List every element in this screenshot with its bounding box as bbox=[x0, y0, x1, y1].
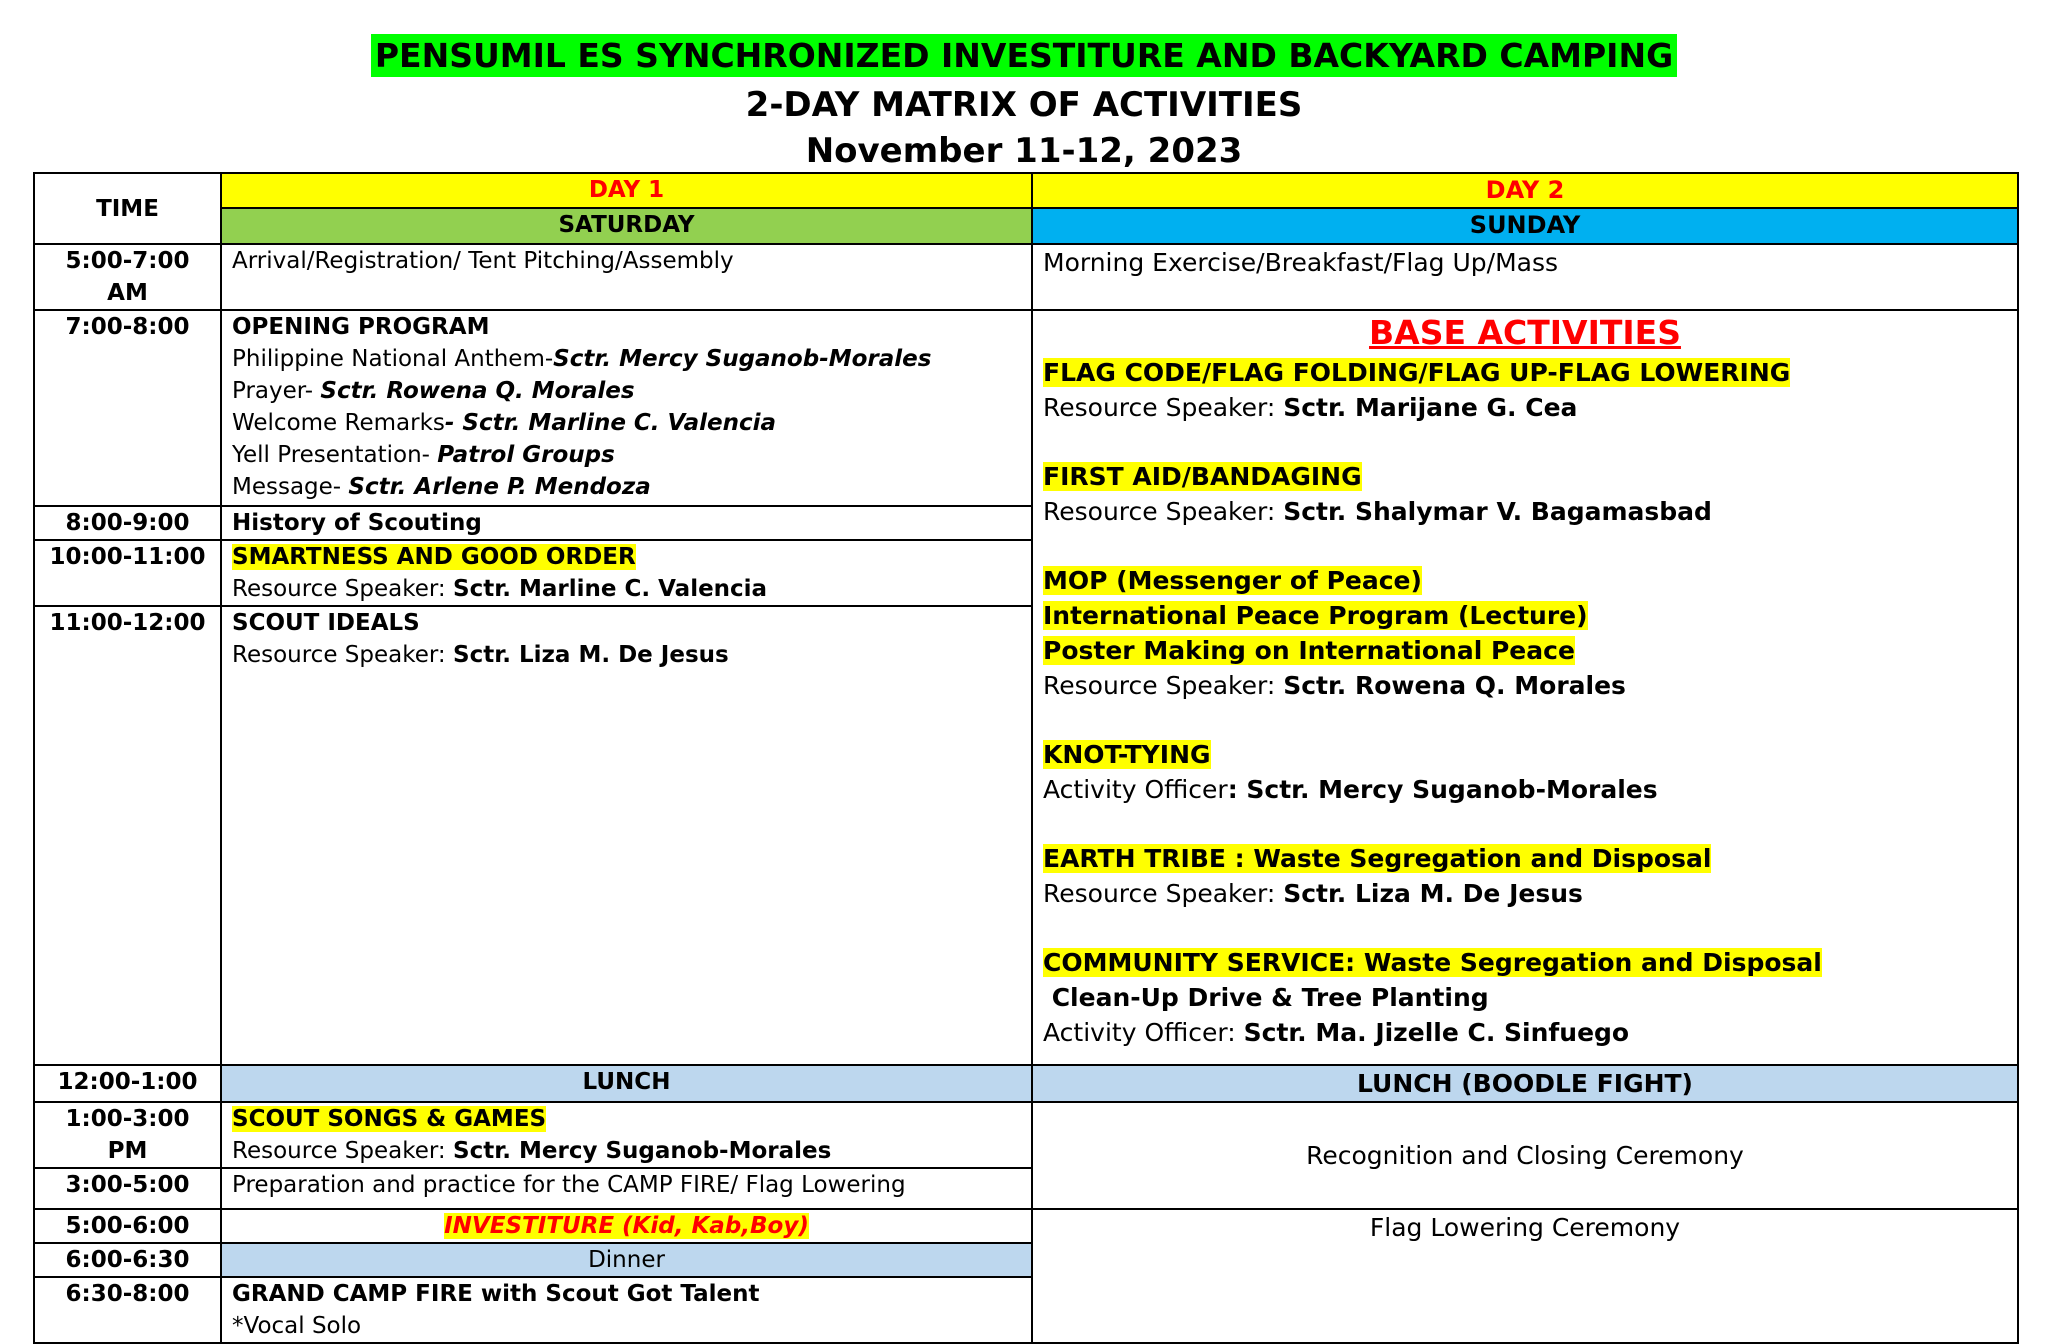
speaker-name: Sctr. Rowena Q. Morales bbox=[1283, 671, 1626, 700]
activity-cell bbox=[221, 1102, 1032, 1168]
day1-header: DAY 1 bbox=[221, 173, 1032, 208]
program-item-label: Welcome Remarks bbox=[232, 410, 445, 436]
speaker-label: Resource Speaker: bbox=[1043, 393, 1284, 422]
table-row bbox=[34, 244, 2018, 310]
speaker-label: Resource Speaker: bbox=[232, 1138, 453, 1164]
table-row bbox=[34, 310, 2018, 506]
activity-cell bbox=[221, 540, 1032, 606]
activity-cell: Arrival/Registration/ Tent Pitching/Assembly bbox=[221, 244, 1032, 310]
activity-title: GRAND CAMP FIRE with Scout Got Talent bbox=[232, 1281, 760, 1307]
officer-name: : Sctr. Mercy Suganob-Morales bbox=[1227, 775, 1658, 804]
program-item-person: Patrol Groups bbox=[437, 442, 615, 468]
base-activity-title: EARTH TRIBE : Waste Segregation and Disposal bbox=[1043, 844, 1712, 873]
base-activity-title: COMMUNITY SERVICE: Waste Segregation and Disposal bbox=[1043, 948, 1822, 977]
table-row bbox=[34, 1102, 2018, 1168]
program-item-label: Prayer- bbox=[232, 378, 321, 404]
weekday-header-row bbox=[34, 208, 2018, 244]
day2-header: DAY 2 bbox=[1032, 173, 2018, 208]
document-title: PENSUMIL ES SYNCHRONIZED INVESTITURE AND BACKYARD CAMPING bbox=[0, 34, 2048, 77]
base-activity-title: FIRST AID/BANDAGING bbox=[1043, 462, 1362, 491]
speaker-label: Resource Speaker: bbox=[1043, 497, 1284, 526]
time-cell: 10:00-11:00 bbox=[34, 540, 221, 606]
program-item-person: - Sctr. Marline C. Valencia bbox=[444, 410, 776, 436]
speaker-name: Sctr. Liza M. De Jesus bbox=[1283, 879, 1583, 908]
base-activity-title: MOP (Messenger of Peace) bbox=[1043, 566, 1422, 595]
program-item bbox=[232, 439, 1021, 471]
base-activity-title: Poster Making on International Peace bbox=[1043, 636, 1575, 665]
base-activity-title: FLAG CODE/FLAG FOLDING/FLAG UP-FLAG LOWERING bbox=[1043, 358, 1791, 387]
program-item-label: Philippine National Anthem- bbox=[232, 346, 554, 372]
activity-cell bbox=[221, 1277, 1032, 1343]
program-item-person: Sctr. Arlene P. Mendoza bbox=[348, 474, 651, 500]
program-item bbox=[232, 407, 1021, 439]
speaker-name: Sctr. Marline C. Valencia bbox=[453, 576, 768, 602]
officer-name: Sctr. Ma. Jizelle C. Sinfuego bbox=[1243, 1018, 1630, 1047]
speaker-label: Resource Speaker: bbox=[232, 642, 453, 668]
activity-cell bbox=[221, 1209, 1032, 1243]
program-item bbox=[232, 375, 1021, 407]
program-item bbox=[232, 471, 1021, 503]
time-cell: 1:00-3:00 PM bbox=[34, 1102, 221, 1168]
program-item-label: Yell Presentation- bbox=[232, 442, 438, 468]
lunch-cell: LUNCH bbox=[221, 1065, 1032, 1102]
time-cell: 3:00-5:00 bbox=[34, 1168, 221, 1209]
opening-program-title: OPENING PROGRAM bbox=[232, 314, 490, 340]
activity-note: *Vocal Solo bbox=[232, 1313, 362, 1339]
sunday-header: SUNDAY bbox=[1032, 208, 2018, 244]
officer-label: Activity Officer bbox=[1043, 775, 1228, 804]
time-cell: 6:30-8:00 bbox=[34, 1277, 221, 1343]
base-activities-cell bbox=[1032, 310, 2018, 1065]
speaker-name: Sctr. Liza M. De Jesus bbox=[453, 642, 729, 668]
table-row bbox=[34, 1209, 2018, 1243]
activity-matrix-table bbox=[33, 172, 2019, 1344]
opening-program-cell bbox=[221, 310, 1032, 506]
activity-cell: History of Scouting bbox=[221, 506, 1032, 540]
time-column-header: TIME bbox=[34, 173, 221, 244]
closing-ceremony-cell: Recognition and Closing Ceremony bbox=[1032, 1102, 2018, 1209]
speaker-name: Sctr. Mercy Suganob-Morales bbox=[453, 1138, 832, 1164]
activity-title: SMARTNESS AND GOOD ORDER bbox=[232, 544, 636, 570]
saturday-header: SATURDAY bbox=[221, 208, 1032, 244]
time-cell: 6:00-6:30 bbox=[34, 1243, 221, 1277]
speaker-name: Sctr. Shalymar V. Bagamasbad bbox=[1283, 497, 1712, 526]
speaker-label: Resource Speaker: bbox=[1043, 671, 1284, 700]
dinner-cell: Dinner bbox=[221, 1243, 1032, 1277]
activity-cell: Morning Exercise/Breakfast/Flag Up/Mass bbox=[1032, 244, 2018, 310]
investiture-label: INVESTITURE (Kid, Kab,Boy) bbox=[444, 1213, 809, 1239]
table-row bbox=[34, 1065, 2018, 1102]
program-item bbox=[232, 343, 1021, 375]
document-subtitle: 2-DAY MATRIX OF ACTIVITIES bbox=[745, 85, 1303, 125]
time-cell: 11:00-12:00 bbox=[34, 606, 221, 1065]
table-header-row bbox=[34, 173, 2018, 208]
time-cell: 12:00-1:00 bbox=[34, 1065, 221, 1102]
base-activity-title: KNOT-TYING bbox=[1043, 740, 1211, 769]
base-activities-heading: BASE ACTIVITIES bbox=[1369, 313, 1681, 352]
speaker-label: Resource Speaker: bbox=[1043, 879, 1284, 908]
time-cell: 7:00-8:00 bbox=[34, 310, 221, 506]
time-cell: 8:00-9:00 bbox=[34, 506, 221, 540]
program-item-person: Sctr. Rowena Q. Morales bbox=[320, 378, 635, 404]
time-cell: 5:00-7:00 AM bbox=[34, 244, 221, 310]
activity-cell: Preparation and practice for the CAMP FIRE/ Flag Lowering bbox=[221, 1168, 1032, 1209]
officer-label: Activity Officer: bbox=[1043, 1018, 1244, 1047]
document-date: November 11-12, 2023 bbox=[805, 131, 1243, 171]
speaker-name: Sctr. Marijane G. Cea bbox=[1283, 393, 1578, 422]
time-cell: 5:00-6:00 bbox=[34, 1209, 221, 1243]
flag-lowering-cell: Flag Lowering Ceremony bbox=[1032, 1209, 2018, 1343]
program-item-label: Message- bbox=[232, 474, 349, 500]
base-activity-title: International Peace Program (Lecture) bbox=[1043, 601, 1588, 630]
lunch-cell: LUNCH (BOODLE FIGHT) bbox=[1032, 1065, 2018, 1102]
activity-cell bbox=[221, 606, 1032, 1065]
activity-title: SCOUT SONGS & GAMES bbox=[232, 1106, 547, 1132]
program-item-person: Sctr. Mercy Suganob-Morales bbox=[553, 346, 932, 372]
activity-title: SCOUT IDEALS bbox=[232, 610, 420, 636]
speaker-label: Resource Speaker: bbox=[232, 576, 453, 602]
base-activity-subtitle: Clean-Up Drive & Tree Planting bbox=[1043, 983, 1489, 1012]
